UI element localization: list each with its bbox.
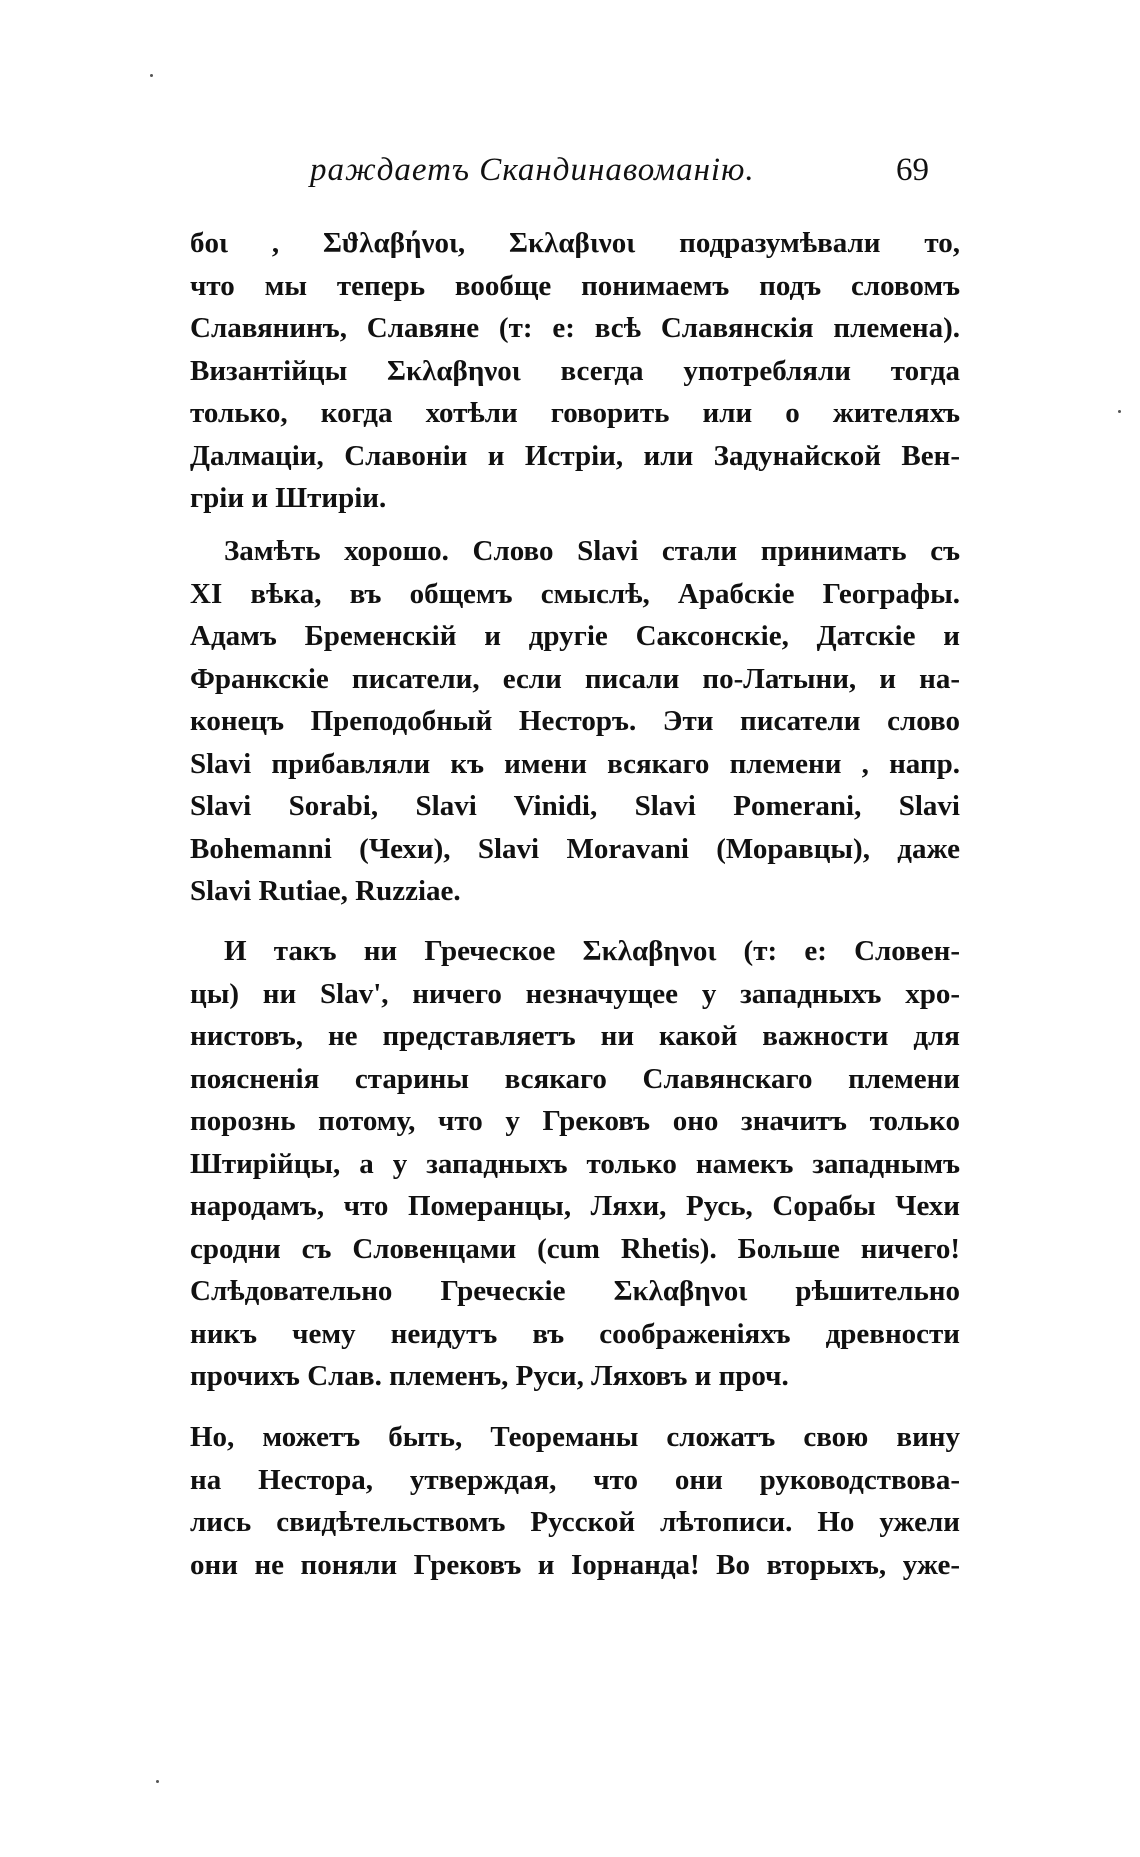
text-line: цы) ни Slav', ничего незначущее у западныхъ хро- bbox=[190, 977, 960, 1010]
text-line: бοι , Σϑλαβήνοι, Σκλαβινοι подразумѣвали то, bbox=[190, 227, 960, 259]
text-line: на Нестора, утверждая, что они руководствова- bbox=[190, 1463, 960, 1496]
paragraph-2 bbox=[190, 530, 960, 913]
text-line: что мы теперь вообще понимаемъ подъ словомъ bbox=[190, 269, 960, 302]
paragraph-3 bbox=[190, 930, 960, 1398]
text-line: гріи и Штиріи. bbox=[190, 482, 387, 514]
text-line: Штирійцы, а у западныхъ только намекъ западнымъ bbox=[190, 1147, 960, 1180]
text-line: народамъ, что Померанцы, Ляхи, Русь, Сорабы Чехи bbox=[190, 1190, 960, 1222]
text-line: порознь потому, что у Грековъ оно значитъ только bbox=[190, 1105, 960, 1137]
text-line: Далмаціи, Славоніи и Истріи, или Задунайской Вен- bbox=[190, 439, 960, 472]
text-line: никъ чему неидутъ въ соображеніяхъ древности bbox=[190, 1317, 960, 1350]
text-line: Но, можетъ быть, Теореманы сложатъ свою вину bbox=[190, 1421, 960, 1453]
text-line: лись свидѣтельствомъ Русской лѣтописи. Но ужели bbox=[190, 1506, 960, 1538]
text-line: Слѣдовательно Греческіе Σκλαβηνοι рѣшительно bbox=[190, 1275, 960, 1307]
text-line: XI вѣка, въ общемъ смыслѣ, Арабскіе Географы. bbox=[190, 577, 960, 610]
text-line: только, когда хотѣли говорить или о жителяхъ bbox=[190, 397, 960, 429]
page-number: 69 bbox=[896, 152, 929, 188]
text-line: Bohemanni (Чехи), Slavi Moravani (Моравцы), даже bbox=[190, 832, 960, 865]
text-line: прочихъ Слав. племенъ, Руси, Ляховъ и проч. bbox=[190, 1360, 789, 1392]
running-title: раждаетъ Скандинавоманію. bbox=[310, 152, 755, 188]
text-line: сродни съ Словенцами (cum Rhetis). Больше ничего! bbox=[190, 1232, 960, 1265]
text-line: Славянинъ, Славяне (т: е: всѣ Славянскія племена). bbox=[190, 312, 960, 344]
print-speck bbox=[1118, 410, 1121, 413]
paragraph-1 bbox=[190, 222, 960, 520]
text-line: нистовъ, не представляетъ ни какой важности для bbox=[190, 1020, 960, 1052]
text-line: Франкскіе писатели, если писали по-Латыни, и на- bbox=[190, 662, 960, 695]
print-speck bbox=[156, 1780, 159, 1783]
text-line: Византійцы Σκλαβηνοι всегда употребляли тогда bbox=[190, 354, 960, 387]
text-line: Замѣть хорошо. Слово Slavi стали принимать съ bbox=[224, 535, 960, 567]
text-line: И такъ ни Греческое Σκλαβηνοι (т: е: Словен- bbox=[224, 935, 960, 967]
text-line: Slavi Sorabi, Slavi Vinidi, Slavi Pomerani, Slavi bbox=[190, 790, 960, 822]
text-line: Адамъ Бременскій и другіе Саксонскіе, Датскіе и bbox=[190, 620, 960, 652]
text-line: поясненія старины всякаго Славянскаго племени bbox=[190, 1062, 960, 1095]
text-line: конецъ Преподобный Несторъ. Эти писатели слово bbox=[190, 705, 960, 737]
text-line: они не поняли Грековъ и Іорнанда! Во вторыхъ, уже- bbox=[190, 1548, 960, 1581]
text-line: Slavi Rutiae, Ruzziae. bbox=[190, 875, 461, 907]
paragraph-4 bbox=[190, 1416, 960, 1586]
text-line: Slavi прибавляли къ имени всякаго племени , напр. bbox=[190, 747, 960, 780]
print-speck bbox=[150, 74, 153, 77]
